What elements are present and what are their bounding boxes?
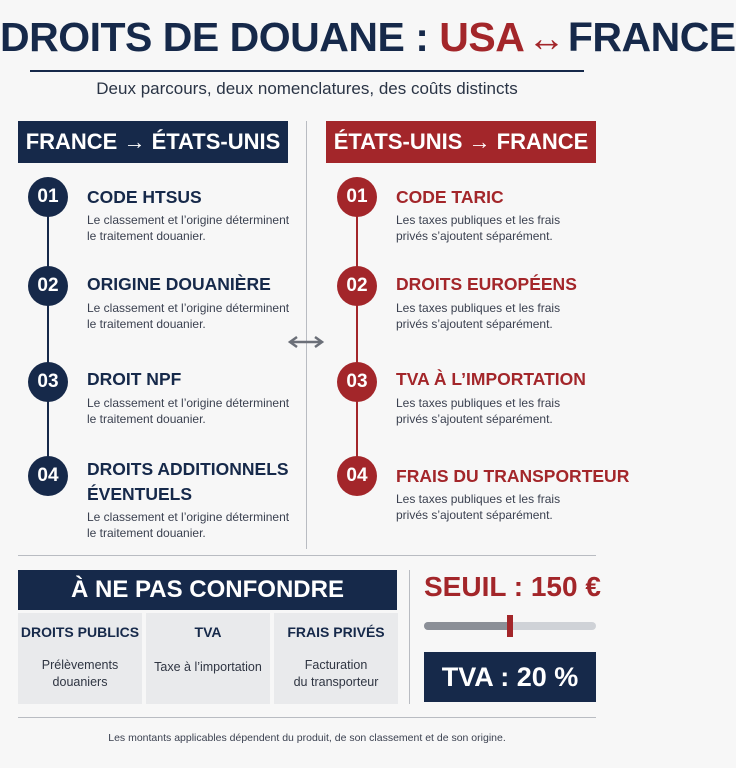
card-text-line: douaniers [52, 675, 108, 689]
card-text-line: Prélèvements [41, 658, 119, 672]
step-description: Les taxes publiques et les frais privés s’ajoutent séparément. [396, 213, 561, 243]
threshold-bar-fill [424, 622, 510, 630]
title-france: FRANCE [567, 14, 736, 60]
title-usa: USA [439, 14, 525, 60]
confusion-heading: À NE PAS CONFONDRE [18, 570, 397, 610]
step-description: Les taxes publiques et les frais privés s’ajoutent séparément. [396, 396, 561, 426]
card-text [18, 657, 142, 691]
step-title: ORIGINE DOUANIÈRE [87, 274, 271, 294]
double-arrow-icon-svg [286, 334, 326, 350]
step-title: DROIT NPF [87, 369, 182, 389]
double-arrow-icon: ↔ [527, 18, 565, 60]
step-number: 01 [337, 177, 377, 217]
vat-rate-badge: TVA : 20 % [424, 652, 596, 702]
step-number: 04 [337, 456, 377, 496]
card-private-fees [274, 613, 398, 704]
card-title: FRAIS PRIVÉS [287, 624, 385, 640]
step-title: DROITS ADDITIONNELS [87, 459, 289, 479]
threshold-marker [507, 615, 513, 637]
right-column-heading: ÉTATS-UNIS → FRANCE [326, 121, 596, 163]
step-title: DROITS EUROPÉENS [396, 274, 577, 294]
step-description: Le classement et l’origine déterminent le traitement douanier. [87, 396, 290, 426]
title-divider [30, 70, 584, 72]
section-divider [18, 555, 596, 556]
step-number: 02 [337, 266, 377, 306]
step-title: TVA À L’IMPORTATION [396, 369, 586, 389]
step-title: CODE HTSUS [87, 187, 202, 207]
card-title: TVA [194, 624, 222, 640]
step-number: 03 [28, 362, 68, 402]
step-number: 01 [28, 177, 68, 217]
step-description: Le classement et l’origine déterminent le traitement douanier. [87, 510, 290, 540]
step-title: FRAIS DU TRANSPORTEUR [396, 466, 630, 486]
page-title [0, 14, 736, 61]
step-description: Le classement et l’origine déterminent le traitement douanier. [87, 301, 290, 331]
card-text [274, 657, 398, 691]
card-text-line: Taxe à l’importation [154, 660, 262, 674]
step-title: CODE TARIC [396, 187, 504, 207]
step-number: 04 [28, 456, 68, 496]
right-timeline [356, 200, 358, 470]
step-number: 02 [28, 266, 68, 306]
card-vat [146, 613, 270, 704]
step-number: 03 [337, 362, 377, 402]
left-timeline [47, 200, 49, 470]
step-description: Le classement et l’origine déterminent le traitement douanier. [87, 213, 290, 243]
footer-divider [18, 717, 596, 718]
card-public-duties [18, 613, 142, 704]
block-divider [409, 570, 410, 704]
threshold-label: SEUIL : 150 € [424, 571, 601, 602]
card-text-line: Facturation [304, 658, 368, 672]
footer-note: Les montants applicables dépendent du produit, de son classement et de son origine. [108, 732, 506, 744]
threshold-bar [424, 622, 596, 630]
card-text [146, 659, 270, 676]
step-title-line2: ÉVENTUELS [87, 484, 193, 504]
step-description: Les taxes publiques et les frais privés s’ajoutent séparément. [396, 301, 561, 331]
title-text: DROITS DE DOUANE : [0, 14, 440, 60]
card-title: DROITS PUBLICS [20, 624, 140, 640]
page-subtitle: Deux parcours, deux nomenclatures, des coûts distincts [96, 79, 518, 98]
double-arrow-icon [286, 330, 326, 356]
step-description: Les taxes publiques et les frais privés s’ajoutent séparément. [396, 492, 561, 522]
left-column-heading: FRANCE → ÉTATS-UNIS [18, 121, 288, 163]
card-text-line: du transporteur [293, 675, 379, 689]
